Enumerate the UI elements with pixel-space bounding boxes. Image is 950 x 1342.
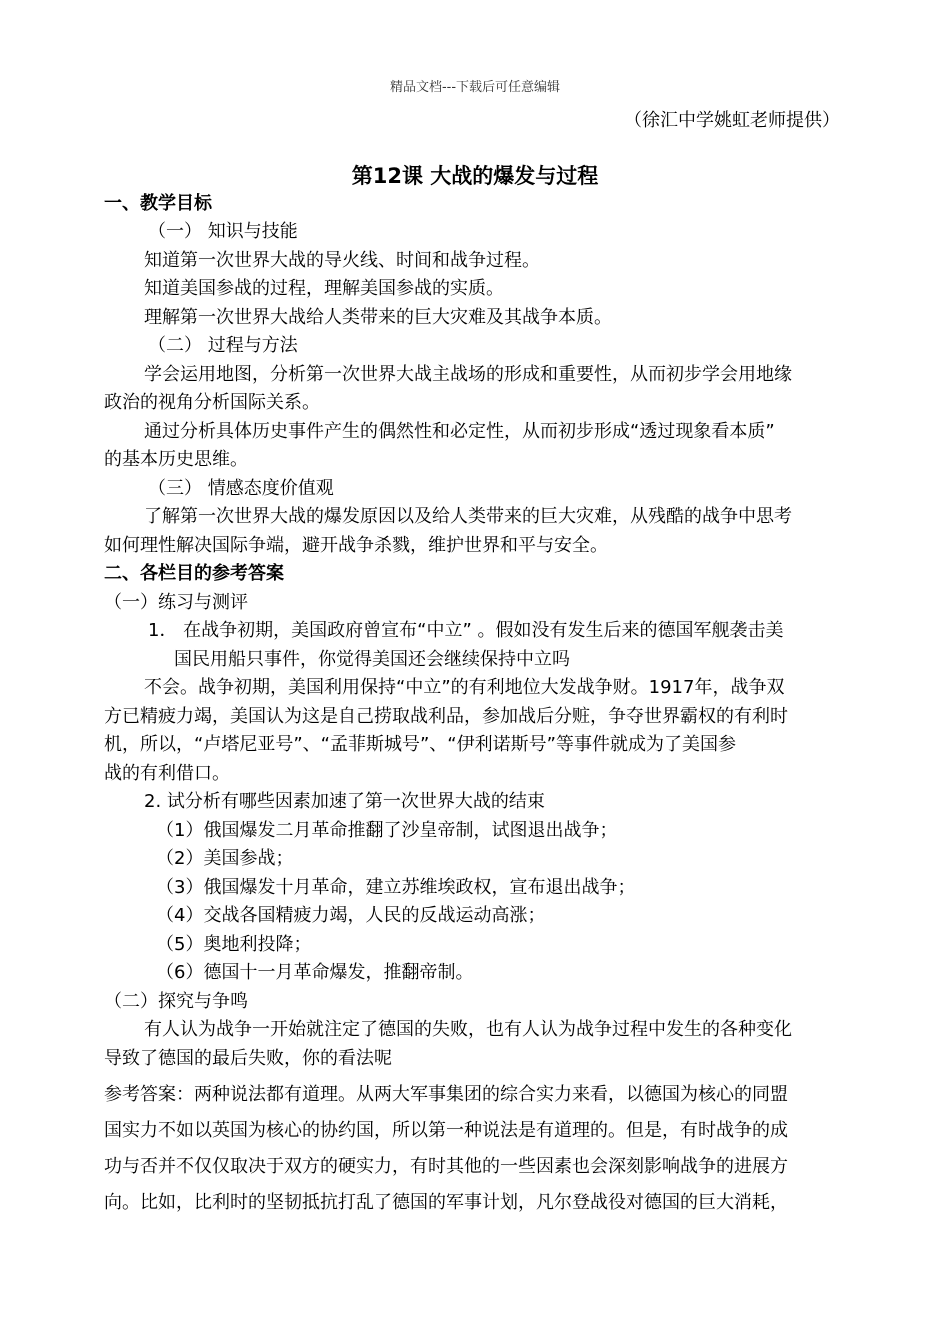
answer-line: 战的有利借口。 bbox=[104, 763, 230, 784]
answer-line: 不会。战争初期，美国利用保持“中立”的有利地位大发战争财。1917年，战争双 bbox=[144, 677, 785, 698]
section-heading-answers: 二、各栏目的参考答案 bbox=[104, 563, 284, 584]
paragraph: 通过分析具体历史事件产生的偶然性和必定性，从而初步形成“透过现象看本质” bbox=[144, 421, 775, 442]
list-item: （1）俄国爆发二月革命推翻了沙皇帝制，试图退出战争； bbox=[156, 820, 618, 841]
lesson-title: 第12课 大战的爆发与过程 bbox=[351, 164, 599, 188]
paragraph: 知道第一次世界大战的导火线、时间和战争过程。 bbox=[144, 250, 540, 271]
question: 导致了德国的最后失败，你的看法呢 bbox=[104, 1048, 392, 1069]
answer-line: 机，所以，“卢塔尼亚号”、“孟菲斯城号”、“伊利诺斯号”等事件就成为了美国参 bbox=[104, 734, 736, 755]
section-heading-objectives: 一、教学目标 bbox=[104, 193, 212, 214]
list-item: （5）奥地利投降； bbox=[156, 934, 312, 955]
subheading-values: （三） 情感态度价值观 bbox=[148, 478, 334, 499]
paragraph: 知道美国参战的过程，理解美国参战的实质。 bbox=[144, 278, 504, 299]
page-header: 精品文档---下载后可任意编辑 bbox=[389, 80, 561, 95]
credit-line: （徐汇中学姚虹老师提供） bbox=[624, 110, 840, 131]
paragraph: 政治的视角分析国际关系。 bbox=[104, 392, 320, 413]
list-item: （4）交战各国精疲力竭，人民的反战运动高涨； bbox=[156, 905, 546, 926]
reference-answer: 参考答案：两种说法都有道理。从两大军事集团的综合实力来看，以德国为核心的同盟 bbox=[104, 1084, 788, 1105]
question: 1． 在战争初期，美国政府曾宣布“中立” 。假如没有发生后来的德国军舰袭击美 bbox=[148, 620, 784, 641]
question: 2. 试分析有哪些因素加速了第一次世界大战的结束 bbox=[144, 791, 545, 812]
paragraph: 的基本历史思维。 bbox=[104, 449, 248, 470]
subheading-process: （二） 过程与方法 bbox=[148, 335, 298, 356]
reference-answer: 向。比如，比利时的坚韧抵抗打乱了德国的军事计划，凡尔登战役对德国的巨大消耗， bbox=[104, 1192, 788, 1213]
list-item: （2）美国参战； bbox=[156, 848, 294, 869]
reference-answer: 功与否并不仅仅取决于双方的硬实力，有时其他的一些因素也会深刻影响战争的进展方 bbox=[104, 1156, 788, 1177]
paragraph: 了解第一次世界大战的爆发原因以及给人类带来的巨大灾难，从残酷的战争中思考 bbox=[144, 506, 792, 527]
subheading-practice: （一）练习与测评 bbox=[104, 592, 248, 613]
answer-line: 方已精疲力竭，美国认为这是自己捞取战利品，参加战后分赃，争夺世界霸权的有利时 bbox=[104, 706, 788, 727]
question: 有人认为战争一开始就注定了德国的失败，也有人认为战争过程中发生的各种变化 bbox=[144, 1019, 792, 1040]
list-item: （3）俄国爆发十月革命，建立苏维埃政权，宣布退出战争； bbox=[156, 877, 636, 898]
paragraph: 学会运用地图，分析第一次世界大战主战场的形成和重要性，从而初步学会用地缘 bbox=[144, 364, 792, 385]
reference-answer: 国实力不如以英国为核心的协约国，所以第一种说法是有道理的。但是，有时战争的成 bbox=[104, 1120, 788, 1141]
subheading-inquiry: （二）探究与争鸣 bbox=[104, 991, 248, 1012]
subheading-knowledge: （一） 知识与技能 bbox=[148, 221, 298, 242]
list-item: （6）德国十一月革命爆发，推翻帝制。 bbox=[156, 962, 474, 983]
paragraph: 如何理性解决国际争端，避开战争杀戮，维护世界和平与安全。 bbox=[104, 535, 608, 556]
question: 国民用船只事件，你觉得美国还会继续保持中立吗 bbox=[174, 649, 570, 670]
paragraph: 理解第一次世界大战给人类带来的巨大灾难及其战争本质。 bbox=[144, 307, 612, 328]
